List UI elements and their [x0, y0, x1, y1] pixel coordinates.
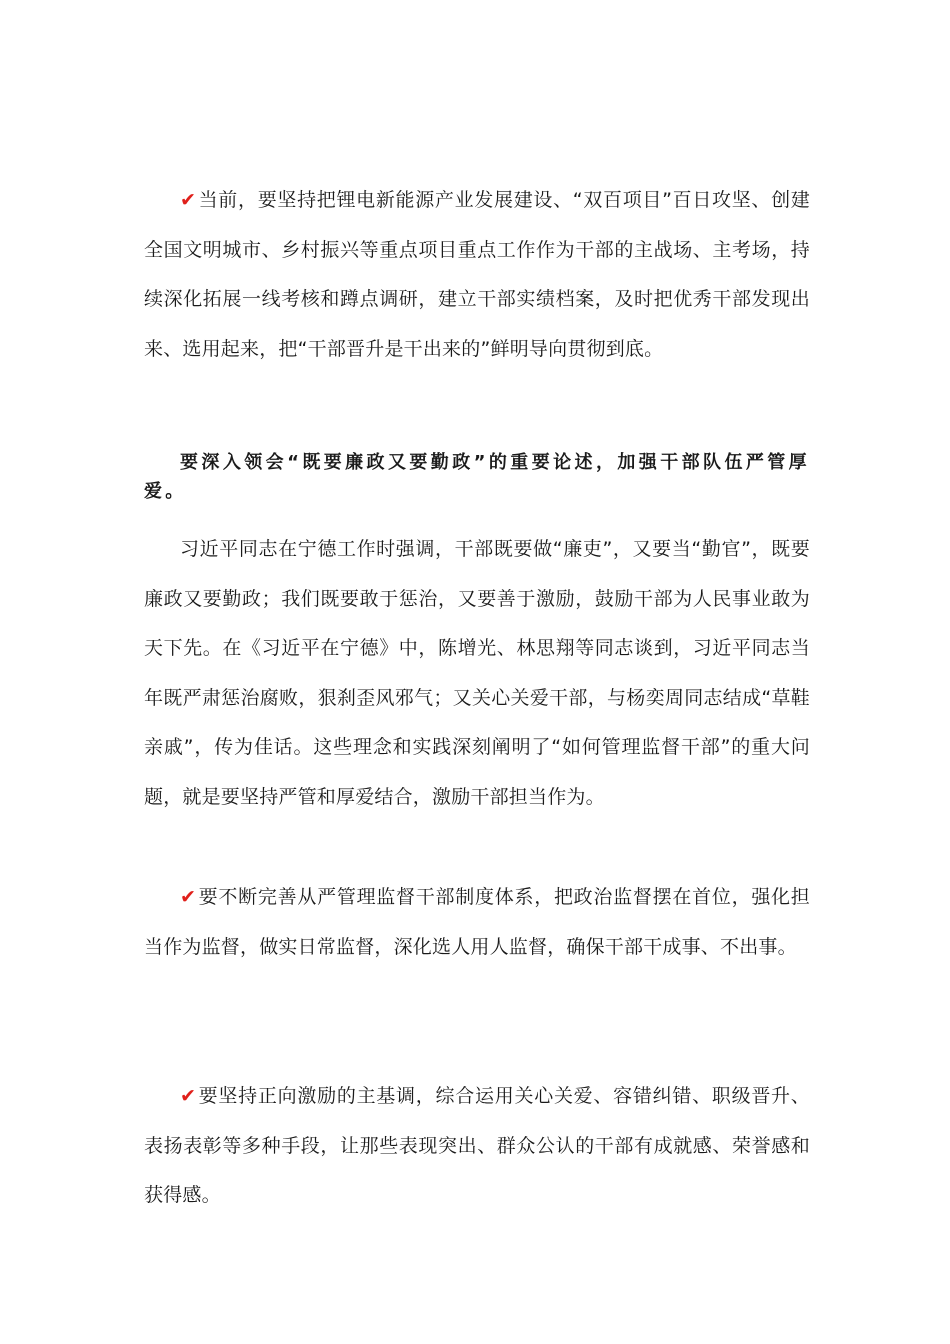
- paragraph-text: 当前，要坚持把锂电新能源产业发展建设、“双百项目”百日攻坚、创建全国文明城市、乡村振兴等重点项目重点工作作为干部的主战场、主考场，持续深化拓展一线考核和蹲点调研，建立干部实绩档案，及时把优秀干部发现出来、选用起来，把“干部晋升是干出来的”鲜明导向贯彻到底。: [144, 189, 810, 360]
- paragraph-checked-1: [144, 176, 810, 374]
- check-mark-icon: ✔: [180, 1085, 197, 1107]
- paragraph-checked-3: [144, 1072, 810, 1221]
- paragraph-text: 要坚持正向激励的主基调，综合运用关心关爱、容错纠错、职级晋升、表扬表彰等多种手段，让那些表现突出、群众公认的干部有成就感、荣誉感和获得感。: [144, 1085, 810, 1207]
- paragraph-checked-2: [144, 873, 810, 972]
- check-mark-icon: ✔: [180, 189, 197, 211]
- paragraph-text: 要不断完善从严管理监督干部制度体系，把政治监督摆在首位，强化担当作为监督，做实日常监督，深化选人用人监督，确保干部干成事、不出事。: [144, 886, 810, 958]
- section-heading: 要深入领会“既要廉政又要勤政”的重要论述，加强干部队伍严管厚爱。: [144, 452, 810, 502]
- paragraph-body: 习近平同志在宁德工作时强调，干部既要做“廉吏”，又要当“勤官”，既要廉政又要勤政；我们既要敢于惩治，又要善于激励，鼓励干部为人民事业敢为天下先。在《习近平在宁德》中，陈增光、林思翔等同志谈到，习近平同志当年既严肃惩治腐败，狠刹歪风邪气；又关心关爱干部，与杨奕周同志结成“草鞋亲戚”，传为佳话。这些理念和实践深刻阐明了“如何管理监督干部”的重大问题，就是要坚持严管和厚爱结合，激励干部担当作为。: [144, 538, 810, 808]
- check-mark-icon: ✔: [180, 886, 197, 908]
